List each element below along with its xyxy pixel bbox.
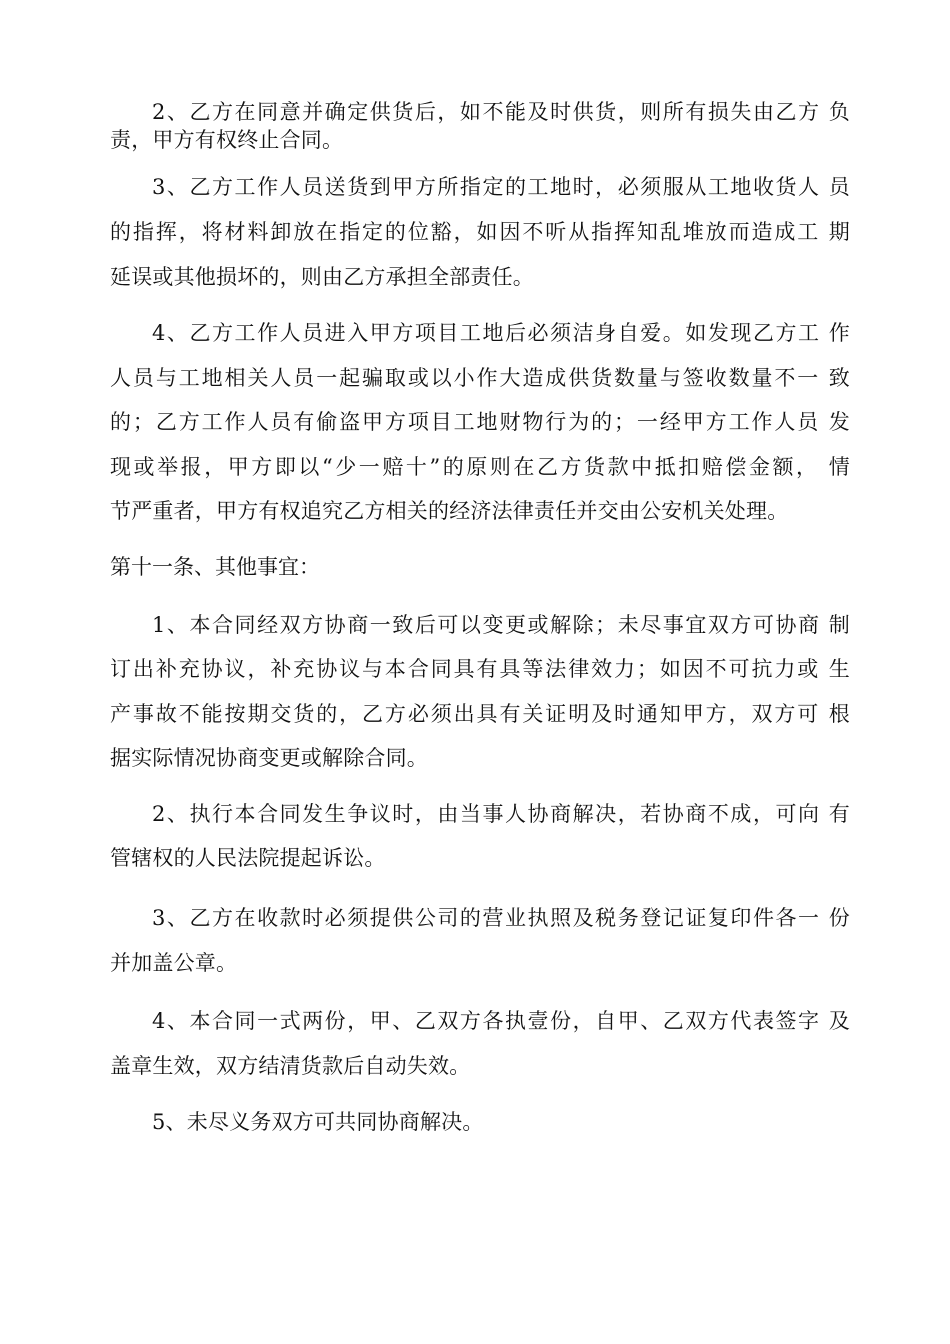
paragraph-line: 据实际情况协商变更或解除合同。 [110,746,428,770]
paragraph-line: 2、执行本合同发生争议时，由当事人协商解决，若协商不成，可向 有 [152,802,850,826]
paragraph-line: 的；乙方工作人员有偷盗甲方项目工地财物行为的；一经甲方工作人员 发 [110,410,850,434]
paragraph-line: 订出补充协议，补充协议与本合同具有具等法律效力；如因不可抗力或 生 [110,657,850,681]
paragraph-line: 盖章生效，双方结清货款后自动失效。 [110,1054,471,1078]
paragraph-line: 的指挥，将材料卸放在指定的位豁，如因不听从指挥知乱堆放而造成工 期 [110,220,850,244]
paragraph-line: 5、未尽义务双方可共同协商解决。 [152,1110,484,1134]
paragraph-line: 并加盖公章。 [110,951,238,975]
paragraph-line: 4、本合同一式两份，甲、乙双方各执壹份，自甲、乙双方代表签字 及 [152,1009,850,1033]
paragraph-line: 4、乙方工作人员进入甲方项目工地后必须洁身自爱。如发现乙方工 作 [152,321,850,345]
paragraph-line: 责，甲方有权终止合同。 [110,128,344,152]
article-heading: 第十一条、其他事宜： [110,555,320,579]
paragraph-line: 现或举报，甲方即以“少一赔十”的原则在乙方货款中抵扣赔偿金额， 情 [110,455,850,479]
paragraph-line: 节严重者，甲方有权追究乙方相关的经济法律责任并交由公安机关处理。 [110,499,789,523]
paragraph-line: 延误或其他损坏的，则由乙方承担全部责任。 [110,265,534,289]
paragraph-line: 3、乙方在收款时必须提供公司的营业执照及税务登记证复印件各一 份 [152,906,850,930]
paragraph-line: 管辖权的人民法院提起诉讼。 [110,846,386,870]
paragraph-line: 人员与工地相关人员一起骗取或以小作大造成供货数量与签收数量不一 致 [110,366,850,390]
paragraph-line: 3、乙方工作人员送货到甲方所指定的工地时，必须服从工地收货人 员 [152,175,850,199]
paragraph-line: 1、本合同经双方协商一致后可以变更或解除；未尽事宜双方可协商 制 [152,613,850,637]
paragraph-line: 产事故不能按期交货的，乙方必须出具有关证明及时通知甲方，双方可 根 [110,702,850,726]
paragraph-line: 2、乙方在同意并确定供货后，如不能及时供货，则所有损失由乙方 负 [152,100,850,124]
